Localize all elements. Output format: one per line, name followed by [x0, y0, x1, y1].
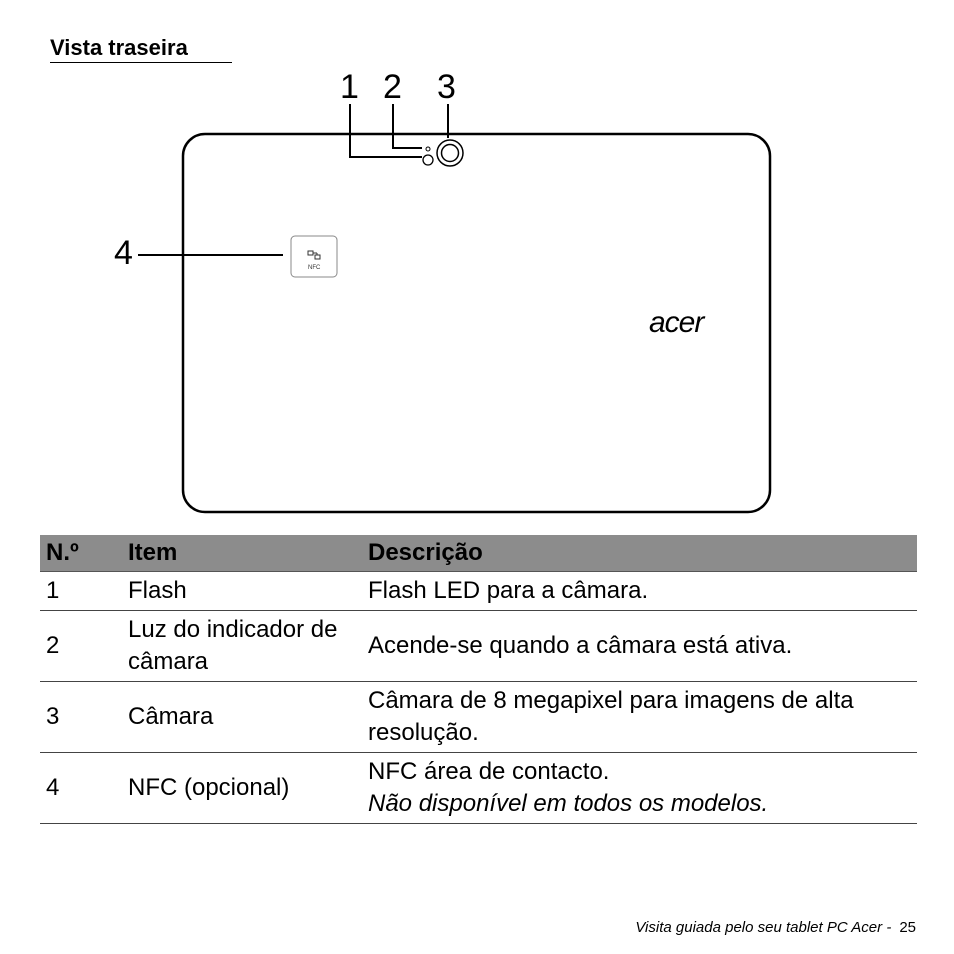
nfc-label: NFC: [308, 265, 321, 271]
page-footer: [635, 918, 916, 938]
row-num: 4: [40, 753, 122, 824]
footer-text: Visita guiada pelo seu tablet PC Acer -: [635, 919, 892, 936]
row-description-text: Flash LED para a câmara.: [368, 577, 649, 604]
row-description: [362, 611, 917, 682]
row-item: Câmara: [122, 682, 362, 753]
section-title: Vista traseira: [50, 35, 188, 60]
row-num: 3: [40, 682, 122, 753]
table-header-row: [40, 535, 917, 572]
header-description: Descrição: [362, 535, 917, 572]
row-description: [362, 753, 917, 824]
table-row: [40, 682, 917, 753]
component-table: [40, 535, 917, 824]
acer-logo: acer: [649, 306, 704, 339]
callout-4: 4: [114, 234, 133, 272]
table-row: [40, 572, 917, 611]
row-description: [362, 572, 917, 611]
row-description-note: Não disponível em todos os modelos.: [368, 790, 769, 817]
row-item: Flash: [122, 572, 362, 611]
header-num: N.º: [40, 535, 122, 572]
row-num: 2: [40, 611, 122, 682]
callout-3: 3: [437, 68, 456, 106]
callout-1: 1: [340, 68, 359, 106]
table-row: [40, 753, 917, 824]
page-number: 25: [899, 919, 916, 936]
table-row: [40, 611, 917, 682]
row-num: 1: [40, 572, 122, 611]
row-item: Luz do indicador de câmara: [122, 611, 362, 682]
row-description: [362, 682, 917, 753]
row-item: NFC (opcional): [122, 753, 362, 824]
header-item: Item: [122, 535, 362, 572]
row-description-text: Câmara de 8 megapixel para imagens de alta resolução.: [368, 687, 854, 746]
callout-2: 2: [383, 68, 402, 106]
row-description-text: Acende-se quando a câmara está ativa.: [368, 632, 793, 659]
row-description-text: NFC área de contacto.: [368, 758, 610, 785]
